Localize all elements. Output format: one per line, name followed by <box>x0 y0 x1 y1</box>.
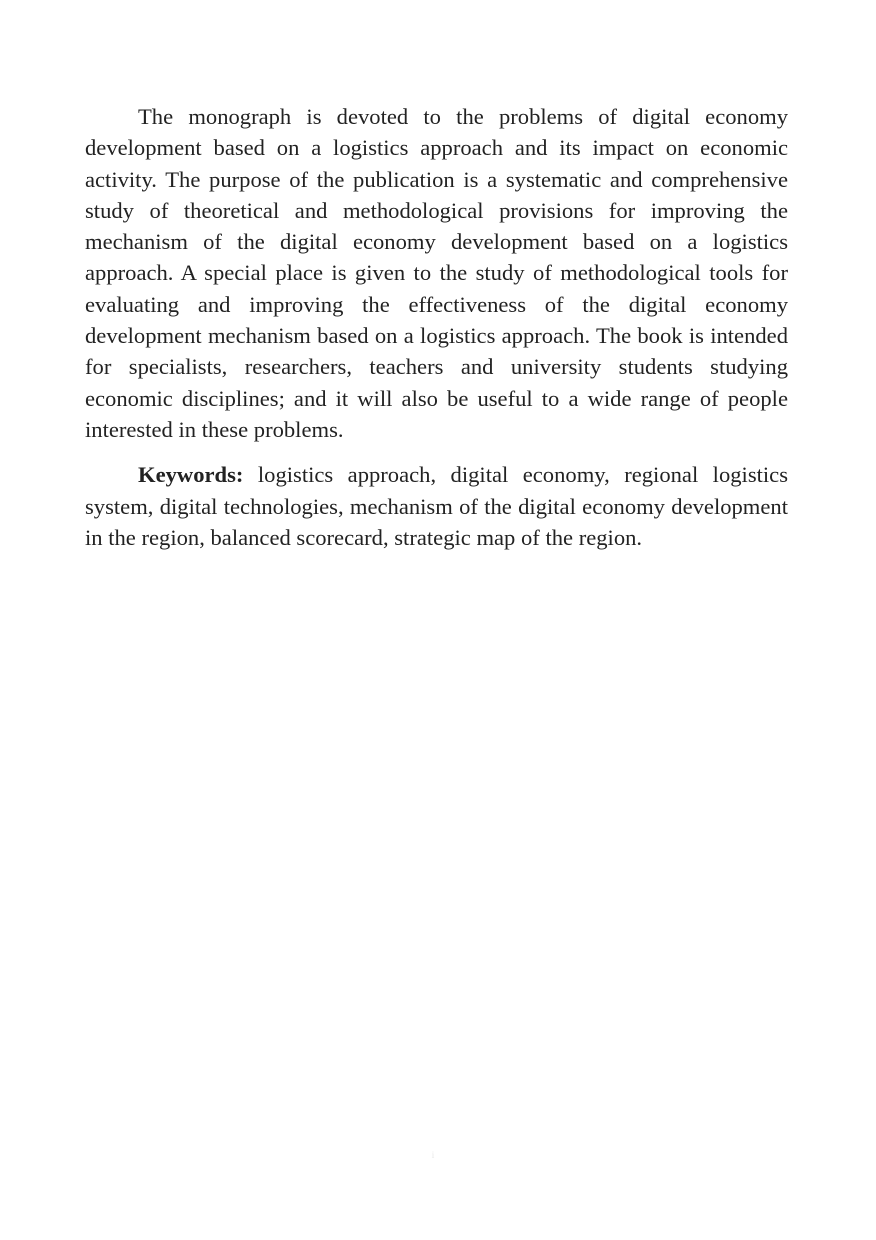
keywords-list: logistics approach, digital economy, regional logistics system, digital technologies, mechanism of the digital economy development in the region, balanced scorecard, strategic map of the region. <box>85 462 788 550</box>
abstract-paragraph: The monograph is devoted to the problems of digital economy development based on a logistics approach and its impact on economic activity. The purpose of the publication is a systematic and comprehensive study of theoretical and methodological provisions for improving the mechanism of the digital economy development based on a logistics approach. A special place is given to the study of methodological tools for evaluating and improving the effectiveness of the digital economy development mechanism based on a logistics approach. The book is intended for specialists, researchers, teachers and university students studying economic disciplines; and it will also be useful to a wide range of people interested in these problems. <box>85 104 788 442</box>
keywords-paragraph <box>85 459 788 553</box>
page-content <box>85 101 788 553</box>
keywords-label: Keywords: <box>138 462 244 488</box>
page-number: i <box>431 1150 435 1160</box>
